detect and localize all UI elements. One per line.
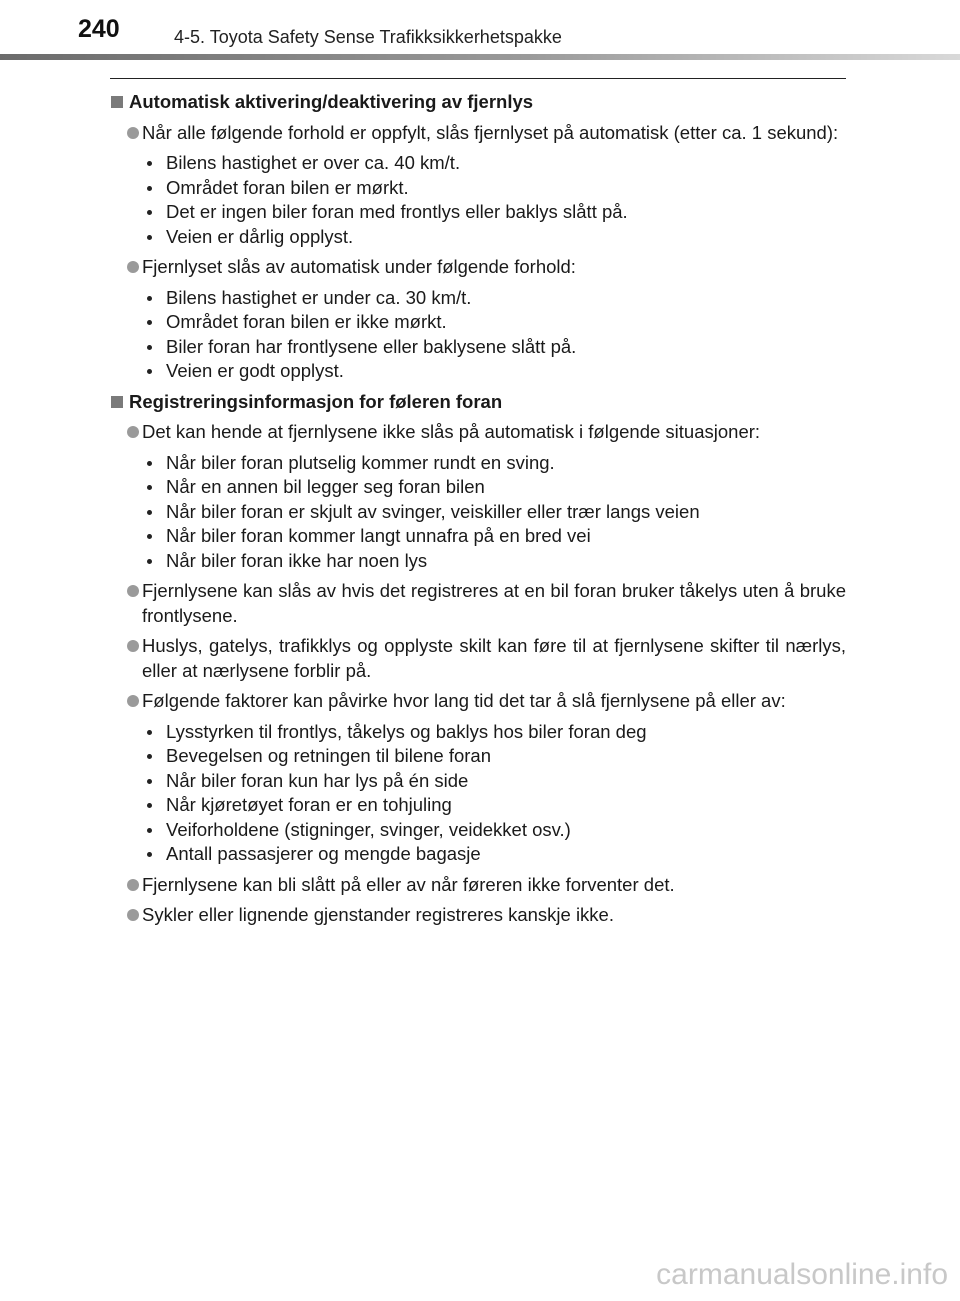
circle-bullet-icon [127, 879, 139, 891]
sub-list-item-text: Når en annen bil legger seg foran bilen [166, 476, 485, 497]
section-heading-text: Registreringsinformasjon for føleren foran [129, 390, 503, 412]
sub-list-item [110, 818, 846, 843]
circle-bullet-icon [127, 640, 139, 652]
circle-bullet-icon [127, 585, 139, 597]
circle-bullet-icon [127, 426, 139, 438]
sub-list-item [110, 451, 846, 476]
sub-list-item [110, 359, 846, 384]
sub-list-item-text: Antall passasjerer og mengde bagasje [166, 843, 481, 864]
dot-bullet-icon [147, 235, 152, 240]
dot-bullet-icon [147, 296, 152, 301]
sub-list-item-text: Når biler foran kommer langt unnafra på en bred vei [166, 525, 591, 546]
section [110, 390, 846, 928]
circle-bullet-icon [127, 909, 139, 921]
circle-bullet-icon [127, 127, 139, 139]
bullet-item [110, 634, 846, 683]
bullet-item [110, 255, 846, 280]
sub-list [110, 151, 846, 249]
sub-list-item-text: Veien er godt opplyst. [166, 360, 344, 381]
bullet-text: Fjernlysene kan slås av hvis det registreres at en bil foran bruker tåkelys uten å bruke frontlysene. [142, 580, 846, 626]
sub-list-item-text: Bevegelsen og retningen til bilene foran [166, 745, 492, 766]
sub-list-item-text: Veien er dårlig opplyst. [166, 225, 354, 247]
dot-bullet-icon [147, 559, 152, 564]
sub-list-item [110, 744, 846, 769]
dot-bullet-icon [147, 186, 152, 191]
bullet-text: Huslys, gatelys, trafikklys og opplyste skilt kan føre til at fjernlysene skifter til nærlys, eller at nærlysene forblir på. [142, 635, 846, 681]
page-number: 240 [78, 15, 120, 43]
dot-bullet-icon [147, 730, 152, 735]
bullet-item [110, 121, 846, 146]
section [110, 90, 846, 384]
sub-list-item-text: Når biler foran ikke har noen lys [166, 549, 428, 571]
sub-list-item [110, 475, 846, 500]
section-heading-text: Automatisk aktivering/deaktivering av fjernlys [129, 91, 534, 112]
dot-bullet-icon [147, 161, 152, 166]
dot-bullet-icon [147, 210, 152, 215]
square-bullet-icon [111, 396, 123, 408]
section-heading [110, 90, 846, 115]
bullet-item [110, 903, 846, 928]
sub-list-item-text: Når biler foran plutselig kommer rundt en sving. [166, 451, 555, 473]
sub-list [110, 720, 846, 867]
sub-list-item-text: Biler foran har frontlysene eller baklysene slått på. [166, 335, 577, 357]
sub-list-item [110, 769, 846, 794]
bullet-item [110, 873, 846, 898]
sub-list-item [110, 842, 846, 867]
sub-list-item [110, 176, 846, 201]
sub-list-item-text: Lysstyrken til frontlys, tåkelys og baklys hos biler foran deg [166, 720, 647, 742]
dot-bullet-icon [147, 754, 152, 759]
sub-list-item [110, 793, 846, 818]
dot-bullet-icon [147, 345, 152, 350]
bullet-text: Sykler eller lignende gjenstander registreres kanskje ikke. [142, 904, 614, 925]
dot-bullet-icon [147, 320, 152, 325]
sub-list-item [110, 335, 846, 360]
bullet-text: Det kan hende at fjernlysene ikke slås på automatisk i følgende situasjoner: [142, 421, 761, 442]
circle-bullet-icon [127, 695, 139, 707]
sub-list-item [110, 286, 846, 311]
dot-bullet-icon [147, 461, 152, 466]
sub-list [110, 286, 846, 384]
square-bullet-icon [111, 96, 123, 108]
header-bar [0, 54, 960, 60]
dot-bullet-icon [147, 779, 152, 784]
sub-list-item [110, 549, 846, 574]
dot-bullet-icon [147, 852, 152, 857]
page-header [0, 0, 960, 60]
bullet-item [110, 579, 846, 628]
sub-list-item-text: Bilens hastighet er over ca. 40 km/t. [166, 152, 461, 173]
content-divider [110, 78, 846, 79]
bullet-item [110, 689, 846, 714]
section-heading [110, 390, 846, 415]
sub-list-item [110, 720, 846, 745]
sub-list-item-text: Bilens hastighet er under ca. 30 km/t. [166, 286, 472, 308]
sub-list-item [110, 151, 846, 176]
dot-bullet-icon [147, 510, 152, 515]
dot-bullet-icon [147, 485, 152, 490]
sub-list-item [110, 310, 846, 335]
dot-bullet-icon [147, 534, 152, 539]
sub-list-item-text: Når biler foran er skjult av svinger, veiskiller eller trær langs veien [166, 500, 700, 522]
bullet-text: Når alle følgende forhold er oppfylt, slås fjernlyset på automatisk (etter ca. 1 sekund): [142, 121, 839, 143]
sub-list-item-text: Området foran bilen er ikke mørkt. [166, 311, 447, 332]
bullet-text: Følgende faktorer kan påvirke hvor lang tid det tar å slå fjernlysene på eller av: [142, 690, 786, 711]
bullet-text: Fjernlysene kan bli slått på eller av når føreren ikke forventer det. [142, 873, 675, 895]
sub-list-item [110, 225, 846, 250]
circle-bullet-icon [127, 261, 139, 273]
chapter-title: 4-5. Toyota Safety Sense Trafikksikkerhetspakke [174, 27, 562, 47]
dot-bullet-icon [147, 828, 152, 833]
sub-list-item-text: Når biler foran kun har lys på én side [166, 769, 469, 791]
sub-list-item-text: Når kjøretøyet foran er en tohjuling [166, 794, 452, 815]
sub-list-item [110, 524, 846, 549]
sub-list-item [110, 200, 846, 225]
sub-list-item [110, 500, 846, 525]
dot-bullet-icon [147, 803, 152, 808]
page-content [110, 86, 846, 934]
sub-list-item-text: Området foran bilen er mørkt. [166, 176, 409, 198]
bullet-text: Fjernlyset slås av automatisk under følgende forhold: [142, 256, 576, 277]
watermark: carmanualsonline.info [656, 1258, 948, 1291]
sub-list-item-text: Det er ingen biler foran med frontlys eller baklys slått på. [166, 201, 628, 222]
bullet-item [110, 420, 846, 445]
sub-list [110, 451, 846, 574]
dot-bullet-icon [147, 369, 152, 374]
sub-list-item-text: Veiforholdene (stigninger, svinger, veidekket osv.) [166, 818, 571, 840]
